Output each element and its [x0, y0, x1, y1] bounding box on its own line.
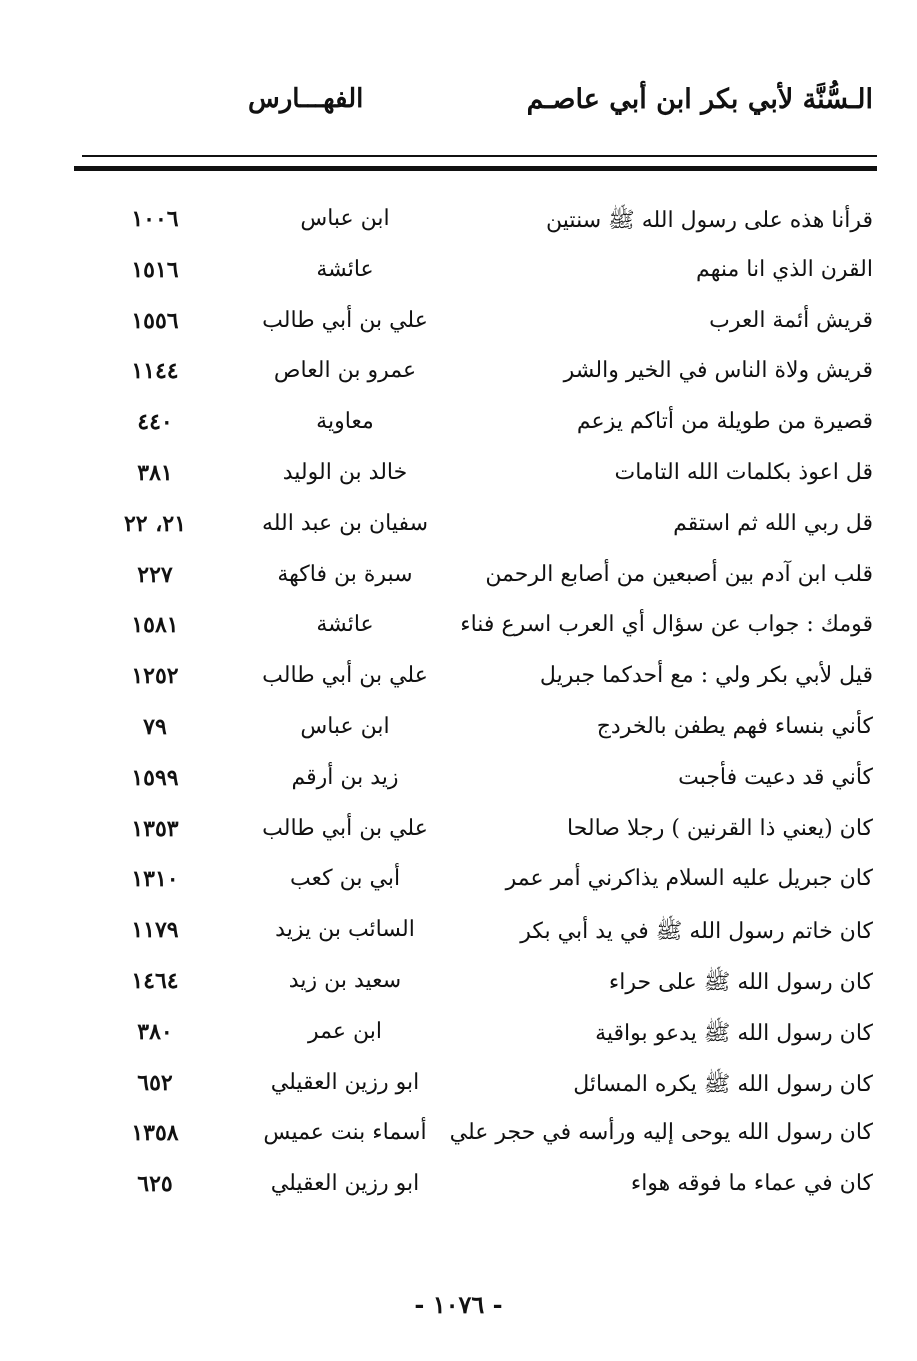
hadith-number: ١٥١٦ — [131, 256, 179, 283]
narrator-name: أسماء بنت عميس — [263, 1120, 427, 1146]
index-row — [0, 1120, 917, 1171]
index-row — [0, 409, 917, 460]
narrator-name: سعيد بن زيد — [288, 967, 402, 993]
index-row — [0, 1171, 917, 1222]
index-row — [0, 206, 917, 257]
hadith-text: قومك : جواب عن سؤال أي العرب اسرع فناء — [460, 612, 873, 638]
narrator-name: ابو رزين العقيلي — [270, 1069, 420, 1095]
section-title: الفهـــارس — [248, 84, 364, 114]
narrator-name: عمرو بن العاص — [273, 358, 417, 384]
index-row — [0, 308, 917, 359]
hadith-text: قرأنا هذه على رسول الله ﷺ سنتين — [546, 208, 873, 233]
narrator-name: علي بن أبي طالب — [262, 815, 428, 841]
hadith-text: كأني بنساء فهم يطفن بالخردج — [596, 713, 873, 739]
hadith-text: قلب ابن آدم بين أصبعين من أصابع الرحمن — [485, 561, 873, 587]
hadith-text: قل اعوذ بكلمات الله التامات — [614, 459, 873, 485]
narrator-name: سبرة بن فاكهة — [277, 561, 413, 587]
hadith-number: ١٢٥٢ — [131, 663, 179, 690]
narrator-name: زيد بن أرقم — [291, 764, 399, 790]
hadith-number: ١٥٨١ — [131, 612, 179, 639]
header-rule-thin — [82, 155, 877, 157]
index-row — [0, 257, 917, 308]
hadith-text: كان رسول الله ﷺ يكره المسائل — [573, 1071, 873, 1097]
hadith-number: ١١٧٩ — [131, 917, 179, 944]
hadith-text: كان رسول الله يوحى إليه ورأسه في حجر علي — [449, 1120, 873, 1146]
index-row — [0, 968, 917, 1019]
hadith-text: قل ربي الله ثم استقم — [673, 510, 873, 536]
hadith-number: ٦٥٢ — [137, 1069, 173, 1096]
narrator-name: ابو رزين العقيلي — [270, 1171, 420, 1197]
narrator-name: خالد بن الوليد — [282, 459, 408, 485]
narrator-name: ابن عباس — [300, 206, 390, 231]
hadith-text: قصيرة من طويلة من أتاكم يزعم — [576, 409, 873, 435]
narrator-name: أبي بن كعب — [289, 866, 401, 892]
book-title: الـسُّنَّة لأبي بكر ابن أبي عاصـم — [526, 84, 873, 115]
index-row — [0, 460, 917, 511]
hadith-text: قيل لأبي بكر ولي : مع أحدكما جبريل — [539, 663, 873, 689]
narrator-name: عائشة — [316, 256, 374, 282]
index-row — [0, 1019, 917, 1070]
hadith-number: ١٣١٠ — [131, 866, 179, 893]
hadith-text: كان رسول الله ﷺ على حراء — [608, 969, 873, 995]
index-row — [0, 714, 917, 765]
hadith-number: ٦٢٥ — [137, 1171, 173, 1198]
hadith-text: قريش ولاة الناس في الخير والشر — [563, 358, 873, 384]
narrator-name: عائشة — [316, 612, 374, 638]
hadith-number: ١٣٥٣ — [131, 815, 179, 842]
hadith-text: كان جبريل عليه السلام يذاكرني أمر عمر — [505, 866, 873, 892]
hadith-number: ٧٩ — [143, 713, 167, 740]
narrator-name: سفيان بن عبد الله — [261, 510, 429, 536]
hadith-text: كان رسول الله ﷺ يدعو بواقية — [595, 1020, 873, 1046]
index-row — [0, 612, 917, 663]
index-row — [0, 917, 917, 968]
page-number: - ١٠٧٦ - — [414, 1290, 503, 1319]
index-row — [0, 1070, 917, 1121]
narrator-name: ابن عمر — [308, 1018, 382, 1044]
hadith-text: كان (يعني ذا القرنين ) رجلا صالحا — [566, 815, 873, 841]
hadith-number: ١٣٥٨ — [131, 1120, 179, 1147]
hadith-number: ٢١، ٢٢ — [123, 510, 187, 537]
hadith-number: ٤٤٠ — [137, 409, 173, 436]
hadith-number: ١١٤٤ — [131, 358, 179, 385]
index-row — [0, 511, 917, 562]
index-row — [0, 663, 917, 714]
hadith-number: ٣٨٠ — [137, 1018, 173, 1045]
hadith-number: ١٥٩٩ — [131, 764, 179, 791]
narrator-name: السائب بن يزيد — [275, 917, 415, 943]
hadith-text: كان في عماء ما فوقه هواء — [630, 1171, 873, 1197]
hadith-number: ٢٢٧ — [137, 561, 173, 588]
narrator-name: علي بن أبي طالب — [262, 663, 428, 689]
narrator-name: علي بن أبي طالب — [262, 307, 428, 333]
narrator-name: معاوية — [316, 409, 374, 435]
index-row — [0, 358, 917, 409]
hadith-text: كأني قد دعيت فأجبت — [678, 764, 873, 790]
index-row — [0, 562, 917, 613]
index-entries — [0, 206, 917, 1222]
narrator-name: ابن عباس — [300, 713, 390, 739]
index-row — [0, 765, 917, 816]
hadith-number: ١٠٠٦ — [131, 206, 179, 232]
hadith-text: قريش أئمة العرب — [709, 307, 873, 333]
header-rule-thick — [74, 166, 877, 171]
hadith-number: ٣٨١ — [137, 459, 173, 486]
hadith-text: كان خاتم رسول الله ﷺ في يد أبي بكر — [520, 919, 873, 945]
index-row — [0, 866, 917, 917]
index-row — [0, 816, 917, 867]
hadith-number: ١٤٦٤ — [131, 967, 179, 994]
hadith-text: القرن الذي انا منهم — [696, 256, 873, 282]
hadith-number: ١٥٥٦ — [131, 307, 179, 334]
page-header — [0, 84, 917, 134]
